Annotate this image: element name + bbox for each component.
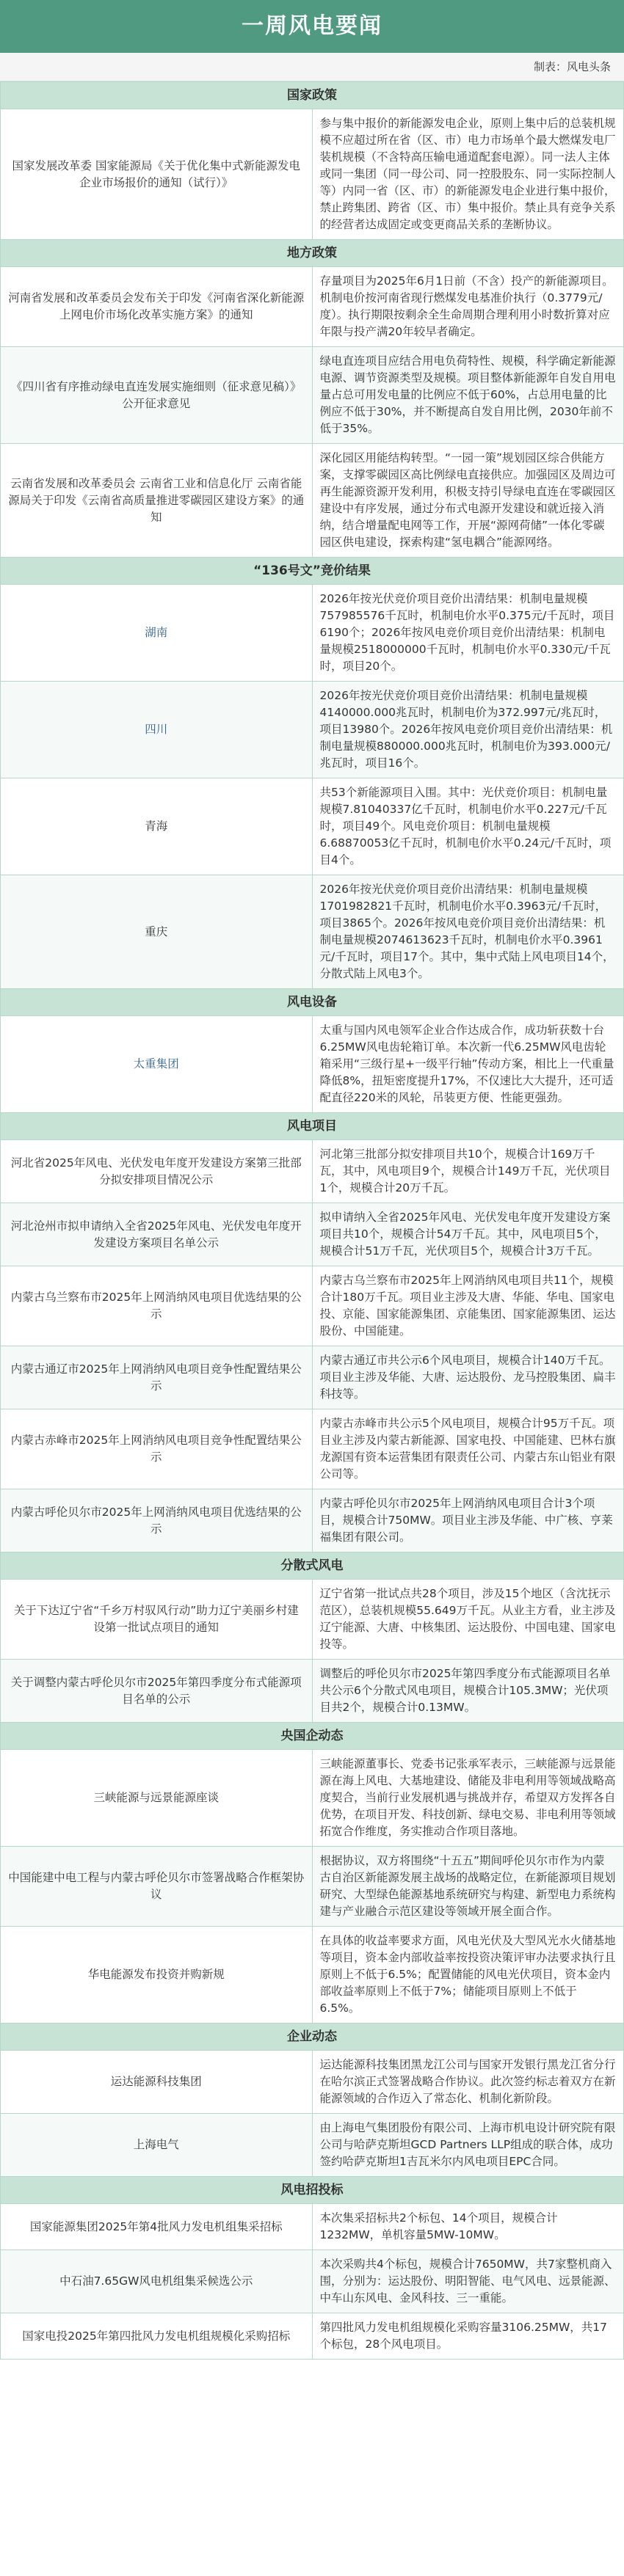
section-header: 风电设备 bbox=[1, 989, 624, 1016]
table-row bbox=[1, 444, 624, 558]
row-content: 存量项目为2025年6月1日前（不含）投产的新能源项目。机制电价按河南省现行燃煤发电基准价执行（0.3779元/度）。执行期限按剩余全生命周期合理利用小时数折算对应年限与投产满20年较早者确定。 bbox=[312, 267, 624, 347]
row-content: 河北第三批部分拟安排项目共10个，规模合计169万千瓦，其中，风电项目9个，规模合计149万千瓦，光伏项目1个，规模合计20万千瓦。 bbox=[312, 1140, 624, 1203]
table-row bbox=[1, 1927, 624, 2024]
row-subject: 河北省2025年风电、光伏发电年度开发建设方案第三批部分拟安排项目情况公示 bbox=[1, 1140, 313, 1203]
row-subject: 国家发展改革委 国家能源局《关于优化集中式新能源发电企业市场报价的通知（试行）》 bbox=[1, 109, 313, 240]
row-content: 内蒙古通辽市共公示6个风电项目，规模合计140万千瓦。项目业主涉及华能、大唐、运达股份、龙马控股集团、扁丰科技等。 bbox=[312, 1346, 624, 1409]
row-content: 共53个新能源项目入围。其中：光伏竞价项目：机制电量规模7.81040337亿千瓦时，机制电价水平0.227元/千瓦时，项目49个。风电竞价项目：机制电量规模6.68870053亿千瓦时，机制电价水平0.24元/千瓦时，项目4个。 bbox=[312, 778, 624, 875]
row-content: 拟申请纳入全省2025年风电、光伏发电年度开发建设方案项目共10个，规模合计54万千瓦。其中，风电项目5个，规模合计51万千瓦，光伏项目5个，规模合计3万千瓦。 bbox=[312, 1203, 624, 1266]
table-row bbox=[1, 109, 624, 240]
section-header: 企业动态 bbox=[1, 2024, 624, 2051]
row-subject: 内蒙古通辽市2025年上网消纳风电项目竞争性配置结果公示 bbox=[1, 1346, 313, 1409]
row-subject: 河北沧州市拟申请纳入全省2025年风电、光伏发电年度开发建设方案项目名单公示 bbox=[1, 1203, 313, 1266]
row-subject: 太重集团 bbox=[1, 1016, 313, 1113]
row-content: 三峡能源董事长、党委书记张承军表示，三峡能源与远景能源在海上风电、大基地建设、储能及非电利用等领域战略高度契合，当前行业发展机遇与挑战并存，希望双方发挥各自优势，在项目开发、科技创新、绿电交易、非电利用等领域拓宽合作维度，务实推动合作项目落地。 bbox=[312, 1750, 624, 1847]
table-row bbox=[1, 1847, 624, 1927]
row-subject: 关于下达辽宁省“千乡万村驭风行动”助力辽宁美丽乡村建设第一批试点项目的通知 bbox=[1, 1580, 313, 1660]
row-subject: 国家电投2025年第四批风力发电机组规模化采购招标 bbox=[1, 2313, 313, 2360]
table-row bbox=[1, 2114, 624, 2177]
row-subject: 四川 bbox=[1, 682, 313, 778]
section-header: 央国企动态 bbox=[1, 1723, 624, 1750]
row-subject: 云南省发展和改革委员会 云南省工业和信息化厅 云南省能源局关于印发《云南省高质量推进零碳园区建设方案》的通知 bbox=[1, 444, 313, 558]
table-row bbox=[1, 1140, 624, 1203]
table-row bbox=[1, 2250, 624, 2313]
row-content: 根据协议，双方将围绕“十五五”期间呼伦贝尔市作为内蒙古自治区新能源发展主战场的战略定位，在新能源项目规划研究、大型绿色能源基地系统研究与构建、新型电力系统构建与产业融合示范区建设等领域开展全面合作。 bbox=[312, 1847, 624, 1927]
table-row bbox=[1, 1016, 624, 1113]
row-content: 绿电直连项目应结合用电负荷特性、规模，科学确定新能源电源、调节资源类型及规模。项目整体新能源年自发自用电量占总可用发电量的比例应不低于60%，占总用电量的比例应不低于30%，并不断提高自发自用比例，2030年前不低于35%。 bbox=[312, 347, 624, 444]
row-content: 本次采购共4个标包，规模合计7650MW，共7家整机商入围，分别为：运达股份、明阳智能、电气风电、远景能源、中车山东风电、金风科技、三一重能。 bbox=[312, 2250, 624, 2313]
row-content: 由上海电气集团股份有限公司、上海市机电设计研究院有限公司与哈萨克斯坦GCD Partners LLP组成的联合体，成功签约哈萨克斯坦1吉瓦米尔内风电项目EPC合同。 bbox=[312, 2114, 624, 2177]
row-content: 深化园区用能结构转型。“一园一策”规划园区综合供能方案，支撑零碳园区高比例绿电直接供应。加强园区及周边可再生能源资源开发利用，积极支持引导绿电直连在零碳园区建设中有序发展，通过分布式电源开发建设和就近接入消纳，结合增量配电网等工作，开展“源网荷储”一体化零碳园区供电建设，探索构建“氢电耦合”能源网络。 bbox=[312, 444, 624, 558]
table-row bbox=[1, 778, 624, 875]
table-row bbox=[1, 1203, 624, 1266]
table-row bbox=[1, 267, 624, 347]
row-subject: 青海 bbox=[1, 778, 313, 875]
table-row bbox=[1, 2313, 624, 2360]
row-content: 内蒙古乌兰察布市2025年上网消纳风电项目共11个，规模合计180万千瓦。项目业主涉及大唐、华能、华电、国家电投、京能、国家能源集团、京能集团、国家能源集团、运达股份、中国能建。 bbox=[312, 1266, 624, 1346]
row-content: 参与集中报价的新能源发电企业，原则上集中后的总装机规模不应超过所在省（区、市）电力市场单个最大燃煤发电厂装机规模（不含特高压输电通道配套电源）。同一法人主体或同一集团（同一母公司、同一控股股东、同一实际控制人等）内同一省（区、市）的新能源发电企业进行集中报价，禁止跨集团、跨省（区、市）集中报价。禁止具有竞争关系的经营者达成固定或变更商品关系的垄断协议。 bbox=[312, 109, 624, 240]
row-subject: 内蒙古赤峰市2025年上网消纳风电项目竞争性配置结果公示 bbox=[1, 1409, 313, 1489]
row-content: 调整后的呼伦贝尔市2025年第四季度分布式能源项目名单共公示6个分散式风电项目，规模合计105.3MW；光伏项目共2个，规模合计0.13MW。 bbox=[312, 1660, 624, 1723]
table-row bbox=[1, 1660, 624, 1723]
table-row bbox=[1, 682, 624, 778]
section-header: 风电项目 bbox=[1, 1113, 624, 1140]
row-subject: 三峡能源与远景能源座谈 bbox=[1, 1750, 313, 1847]
table-row bbox=[1, 1346, 624, 1409]
section-header: 风电招投标 bbox=[1, 2177, 624, 2204]
table-row bbox=[1, 2051, 624, 2114]
row-content: 辽宁省第一批试点共28个项目，涉及15个地区（含沈抚示范区），总装机规模55.649万千瓦。从业主方看，业主涉及辽宁能源、大唐、中核集团、运达股份、中国电建、国家电投等。 bbox=[312, 1580, 624, 1660]
row-content: 2026年按光伏竞价项目竞价出清结果：机制电量规模1701982821千瓦时，机制电价水平0.3963元/千瓦时，项目3865个。2026年按风电竞价项目竞价出清结果：机制电量规模2074613623千瓦时，机制电价水平0.3961元/千瓦时，项目17个。其中，集中式陆上风电项目14个，分散式陆上风电3个。 bbox=[312, 875, 624, 989]
row-content: 太重与国内风电领军企业合作达成合作，成功斩获数十台6.25MW风电齿轮箱订单。本次新一代6.25MW风电齿轮箱采用“三级行星+一级平行轴”传动方案，相比上一代重量降低8%，扭矩密度提升17%，不仅速比大大提升，还可适配直径220米的风轮，吊装更方便、性能更强劲。 bbox=[312, 1016, 624, 1113]
table-row bbox=[1, 2204, 624, 2250]
section-header: 国家政策 bbox=[1, 82, 624, 109]
row-content: 内蒙古赤峰市共公示5个风电项目，规模合计95万千瓦。项目业主涉及内蒙古新能源、国家电投、中国能建、巴林右旗龙源国有资本运营集团有限责任公司、内蒙古东山铝业有限公司等。 bbox=[312, 1409, 624, 1489]
row-content: 2026年按光伏竞价项目竞价出清结果：机制电量规模757985576千瓦时，机制电价水平0.375元/千瓦时，项目6190个；2026年按风电竞价项目竞价出清结果：机制电量规模2518000000千瓦时，机制电价水平0.330元/千瓦时，项目20个。 bbox=[312, 585, 624, 682]
row-subject: 内蒙古乌兰察布市2025年上网消纳风电项目优选结果的公示 bbox=[1, 1266, 313, 1346]
maker-credit: 制表：风电头条 bbox=[0, 53, 624, 81]
row-subject: 上海电气 bbox=[1, 2114, 313, 2177]
row-content: 本次集采招标共2个标包、14个项目，规模合计1232MW，单机容量5MW-10MW。 bbox=[312, 2204, 624, 2250]
table-row bbox=[1, 347, 624, 444]
table-row bbox=[1, 1580, 624, 1660]
news-table bbox=[0, 81, 624, 2360]
row-subject: 内蒙古呼伦贝尔市2025年上网消纳风电项目优选结果的公示 bbox=[1, 1489, 313, 1552]
table-row bbox=[1, 1266, 624, 1346]
row-subject: 中国能建中电工程与内蒙古呼伦贝尔市签署战略合作框架协议 bbox=[1, 1847, 313, 1927]
row-subject: 重庆 bbox=[1, 875, 313, 989]
row-content: 内蒙古呼伦贝尔市2025年上网消纳风电项目合计3个项目，规模合计750MW。项目业主涉及华能、中广核、亨莱福集团有限公司。 bbox=[312, 1489, 624, 1552]
row-subject: 河南省发展和改革委员会发布关于印发《河南省深化新能源上网电价市场化改革实施方案》的通知 bbox=[1, 267, 313, 347]
row-subject: 华电能源发布投资并购新规 bbox=[1, 1927, 313, 2024]
row-subject: 国家能源集团2025年第4批风力发电机组集采招标 bbox=[1, 2204, 313, 2250]
row-content: 运达能源科技集团黑龙江公司与国家开发银行黑龙江省分行在哈尔滨正式签署战略合作协议。此次签约标志着双方在新能源领域的合作迈入了常态化、机制化新阶段。 bbox=[312, 2051, 624, 2114]
table-row bbox=[1, 1750, 624, 1847]
table-row bbox=[1, 585, 624, 682]
section-header: 地方政策 bbox=[1, 240, 624, 267]
section-header: “136号文”竞价结果 bbox=[1, 558, 624, 585]
row-content: 2026年按光伏竞价项目竞价出清结果：机制电量规模4140000.000兆瓦时，机制电价为372.997元/兆瓦时，项目13980个。2026年按风电竞价项目竞价出清结果：机制电量规模880000.000兆瓦时，机制电价为393.000元/兆瓦时，项目16个。 bbox=[312, 682, 624, 778]
table-row bbox=[1, 875, 624, 989]
page-title: 一周风电要闻 bbox=[0, 0, 624, 53]
row-subject: 运达能源科技集团 bbox=[1, 2051, 313, 2114]
row-subject: 关于调整内蒙古呼伦贝尔市2025年第四季度分布式能源项目名单的公示 bbox=[1, 1660, 313, 1723]
row-subject: 《四川省有序推动绿电直连发展实施细则（征求意见稿）》公开征求意见 bbox=[1, 347, 313, 444]
row-content: 第四批风力发电机组规模化采购容量3106.25MW，共17个标包，28个风电项目。 bbox=[312, 2313, 624, 2360]
table-row bbox=[1, 1409, 624, 1489]
section-header: 分散式风电 bbox=[1, 1552, 624, 1580]
table-row bbox=[1, 1489, 624, 1552]
row-subject: 湖南 bbox=[1, 585, 313, 682]
row-content: 在具体的收益率要求方面，风电光伏及大型风光水火储基地等项目，资本金内部收益率按投资决策评审办法要求执行且原则上不低于6.5%；配置储能的风电光伏项目，资本金内部收益率原则上不低于7%；储能项目原则上不低于6.5%。 bbox=[312, 1927, 624, 2024]
row-subject: 中石油7.65GW风电机组集采候选公示 bbox=[1, 2250, 313, 2313]
